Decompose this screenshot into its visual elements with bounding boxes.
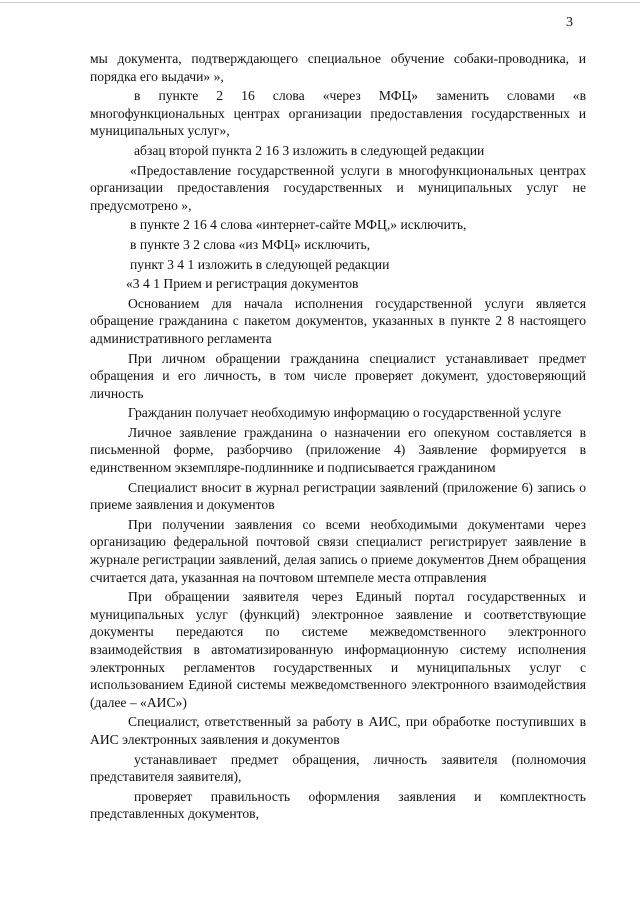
paragraph-16: Специалист, ответственный за работу в АИС, при обработке поступивших в АИС электронных заявления и документов [90, 714, 586, 747]
paragraph-2: в пункте 2 16 слова «через МФЦ» заменить словами «в многофункциональных центрах организации предоставления государственных и муниципальных услуг», [90, 88, 586, 139]
paragraph-7: пункт 3 4 1 изложить в следующей редакции [130, 256, 390, 272]
paragraph-14: При получении заявления со всеми необходимыми документами через организацию федеральной почтовой связи специалист регистрирует заявление в журнале регистрации заявлений, делая запись о приеме документов Днем обращения считается дата, указанная на почтовом штемпеле места отправления [90, 516, 586, 585]
paragraph-15: При обращении заявителя через Единый портал государственных и муниципальных услуг (функций) электронное заявление и соответствующие документы передаются по системе межведомственного электронного взаимодействия в автоматизированную информационную систему исполнения электронных регламентов государственных и муниципальных услуг с использованием Единой системы межведомственного электронного взаимодействия (далее – «АИС») [90, 589, 586, 710]
paragraph-8: «3 4 1 Прием и регистрация документов [126, 276, 359, 292]
paragraph-12: Личное заявление гражданина о назначении его опекуном составляется в письменной форме, разборчиво (приложение 4) Заявление формируется в единственном экземпляре-подлиннике и подписывается гражданином [90, 424, 586, 476]
paragraph-18: проверяет правильность оформления заявления и комплектность представленных документов, [90, 788, 586, 822]
paragraph-5: в пункте 2 16 4 слова «интернет-сайте МФЦ,» исключить, [130, 217, 467, 233]
paragraph-10: При личном обращении гражданина специалист устанавливает предмет обращения и его личность, в том числе проверяет документ, удостоверяющий личность [90, 350, 586, 401]
scan-edge-top [0, 2, 640, 3]
page-number: 3 [566, 15, 573, 30]
paragraph-3: абзац второй пункта 2 16 3 изложить в следующей редакции [134, 142, 485, 158]
paragraph-6: в пункте 3 2 слова «из МФЦ» исключить, [130, 236, 371, 252]
paragraph-17: устанавливает предмет обращения, личность заявителя (полномочия представителя заявителя), [90, 751, 586, 785]
paragraph-4: «Предоставление государственной услуги в многофункциональных центрах организации предоставления государственных и муниципальных услуг не предусмотрено », [90, 162, 586, 213]
paragraph-11: Гражданин получает необходимую информацию о государственной услуге [128, 405, 562, 421]
document-body [90, 50, 586, 825]
paragraph-1: мы документа, подтверждающего специальное обучение собаки-проводника, и порядка его выдачи» », [90, 51, 586, 84]
paragraph-9: Основанием для начала исполнения государственной услуги является обращение гражданина с пакетом документов, указанных в пункте 2 8 настоящего административного регламента [90, 295, 586, 346]
paragraph-13: Специалист вносит в журнал регистрации заявлений (приложение 6) запись о приеме заявления и документов [90, 479, 586, 513]
